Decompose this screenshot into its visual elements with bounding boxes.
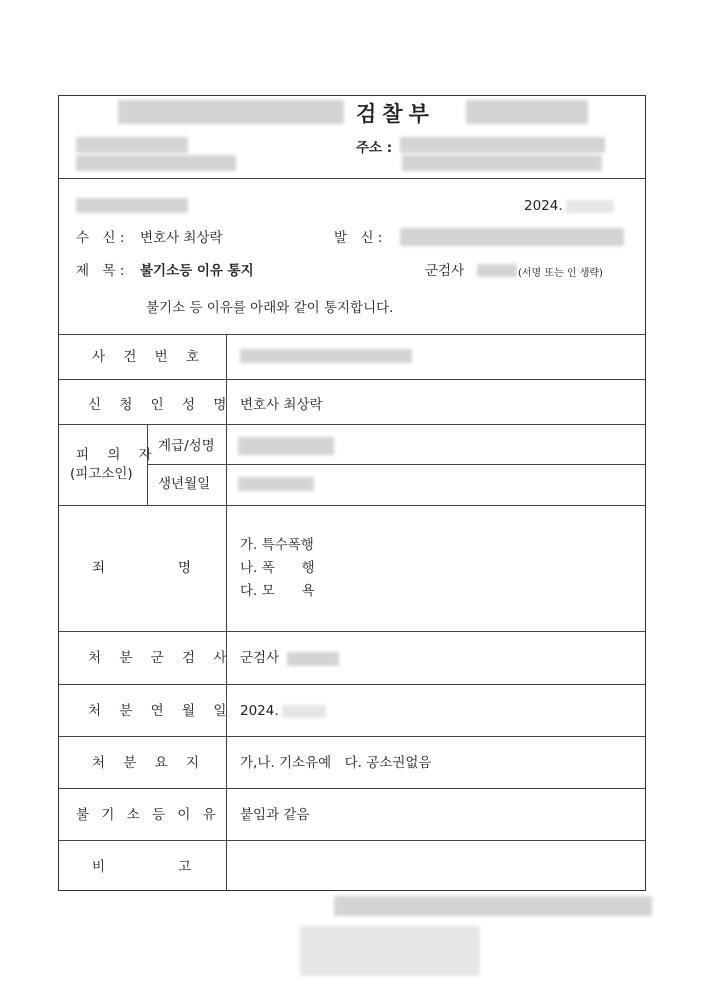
reason-value: 붙임과 같음 <box>240 807 310 823</box>
redacted-seal <box>300 926 480 976</box>
case-number-label: 사 건 번 호 <box>92 349 207 365</box>
notice-document <box>58 95 646 891</box>
column-divider <box>226 334 227 890</box>
charge-item: 가. 특수폭행 <box>240 537 314 553</box>
divider <box>59 631 645 632</box>
birthdate-label: 생년월일 <box>158 476 211 492</box>
charge-item: 나. 폭 행 <box>240 560 315 576</box>
suspect-sublabel: (피고소인) <box>70 466 133 482</box>
subject-value: 불기소등 이유 통지 <box>140 263 254 279</box>
remarks-label-part1: 비 <box>92 859 106 875</box>
reason-label: 불 기 소 등 이 유 <box>76 807 220 823</box>
redacted-text <box>402 155 602 171</box>
charge-label-part1: 죄 <box>92 560 106 576</box>
redacted-text <box>466 100 588 124</box>
subject-label: 제 목 : <box>76 263 125 279</box>
notice-body: 불기소 등 이유를 아래와 같이 통지합니다. <box>146 300 394 316</box>
redacted-text <box>240 349 412 363</box>
divider <box>59 840 645 841</box>
signer-label: 군검사 <box>425 263 465 279</box>
rank-name-label: 계급/성명 <box>158 438 215 454</box>
divider <box>59 178 645 179</box>
office-title: 검찰부 <box>356 102 435 126</box>
recipient-value: 변호사 최상락 <box>140 230 223 246</box>
prosecutor-label: 처 분 군 검 사 <box>88 650 234 666</box>
redacted-text <box>76 155 236 171</box>
charge-label-part2: 명 <box>178 560 192 576</box>
redacted-text <box>238 477 314 491</box>
redacted-text <box>118 100 344 124</box>
redacted-text <box>400 137 605 153</box>
divider <box>59 788 645 789</box>
address-label: 주소 : <box>356 140 393 156</box>
applicant-label: 신 청 인 성 명 <box>88 397 234 413</box>
disposition-date-value: 2024. <box>240 703 279 719</box>
recipient-label: 수 신 : <box>76 230 125 246</box>
redacted-text <box>477 264 517 277</box>
redacted-text <box>282 705 326 718</box>
remarks-label-part2: 고 <box>178 859 192 875</box>
disposition-summary-value: 가,나. 기소유예 다. 공소권없음 <box>240 755 432 771</box>
divider <box>147 464 645 465</box>
sender-label: 발 신 : <box>334 230 383 246</box>
redacted-text <box>76 198 188 213</box>
charge-item: 다. 모 욕 <box>240 583 315 599</box>
redacted-text <box>238 437 334 455</box>
redacted-text <box>566 200 614 213</box>
column-divider <box>147 424 148 505</box>
disposition-date-label: 처 분 연 월 일 <box>88 703 234 719</box>
disposition-summary-label: 처 분 요 지 <box>92 755 207 771</box>
divider <box>59 334 645 335</box>
divider <box>59 379 645 380</box>
redacted-text <box>400 228 624 246</box>
applicant-value: 변호사 최상락 <box>240 397 323 413</box>
redacted-text <box>287 652 339 666</box>
signature-note: (서명 또는 인 생략) <box>518 268 603 279</box>
divider <box>59 684 645 685</box>
suspect-label: 피 의 자 <box>76 447 159 463</box>
divider <box>59 736 645 737</box>
divider <box>59 505 645 506</box>
prosecutor-value: 군검사 <box>240 650 280 666</box>
notice-date: 2024. <box>524 198 563 214</box>
redacted-text <box>76 137 188 153</box>
redacted-footer <box>334 896 652 916</box>
